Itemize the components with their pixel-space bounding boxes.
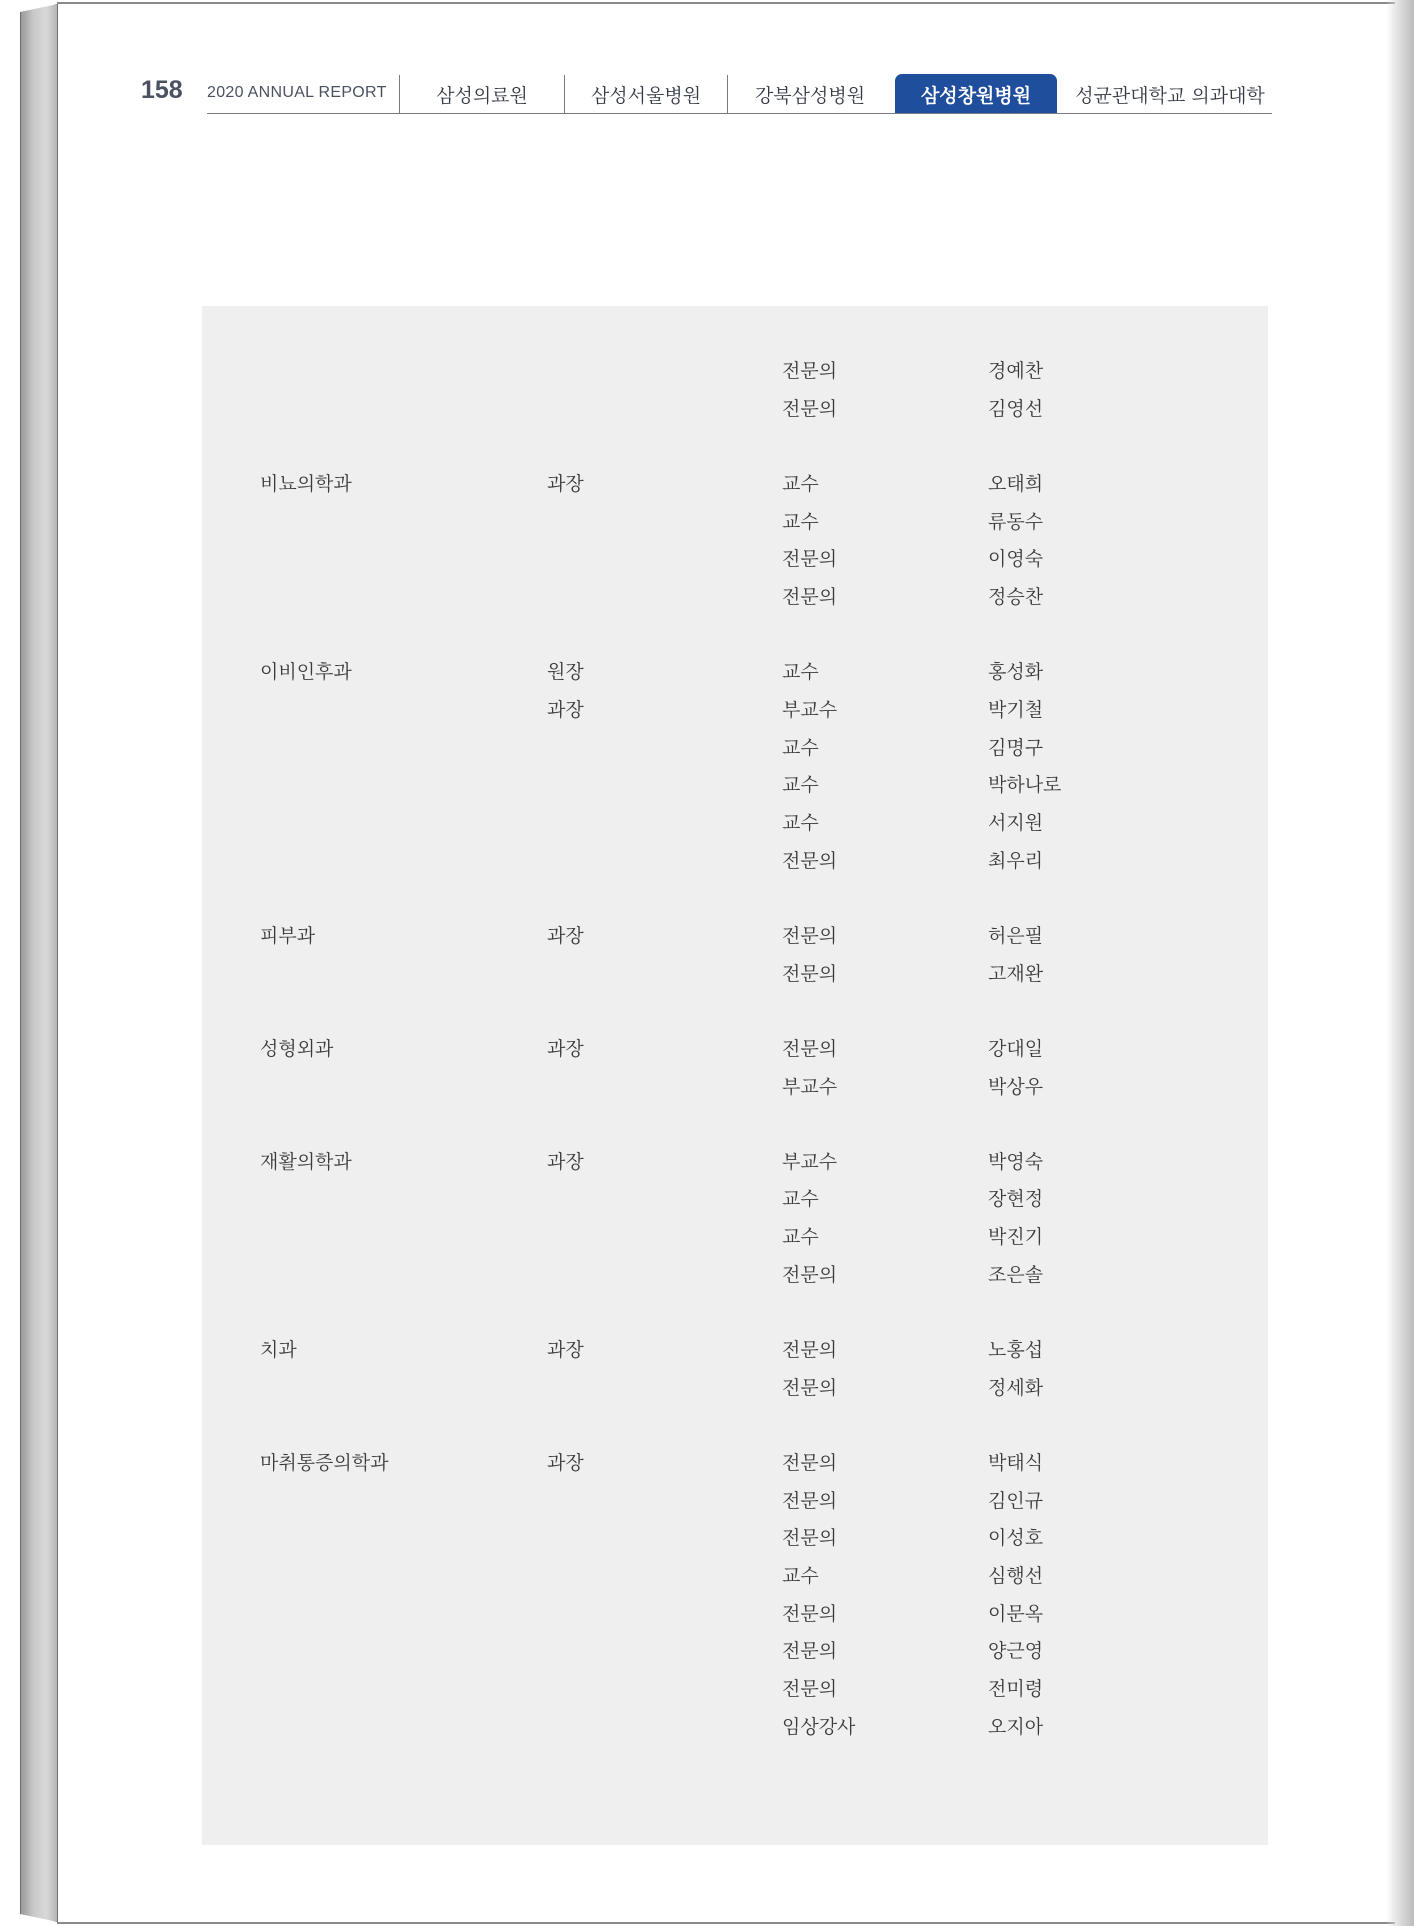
rank-cell: 전문의 [782,586,838,608]
rank-cell: 전문의 [782,1377,838,1399]
department-cell: 재활의학과 [260,1151,352,1173]
tab-label: 성균관대학교 의과대학 [1075,84,1265,107]
table-row [202,1448,1268,1478]
name-cell: 김명구 [988,737,1044,759]
header-rule [207,113,1272,114]
table-row [202,1486,1268,1516]
table-row [202,733,1268,763]
name-cell: 박태식 [988,1452,1044,1474]
department-cell: 이비인후과 [260,661,352,683]
rank-cell: 교수 [782,661,819,683]
name-cell: 박하나로 [988,774,1062,796]
name-cell: 박상우 [988,1076,1044,1098]
table-row [202,1222,1268,1252]
name-cell: 박기철 [988,699,1044,721]
name-cell: 고재완 [988,963,1044,985]
rank-cell: 전문의 [782,1339,838,1361]
name-cell: 이영숙 [988,548,1044,570]
role-cell: 과장 [547,1452,584,1474]
table-row [202,921,1268,951]
name-cell: 이성호 [988,1527,1044,1549]
role-cell: 과장 [547,925,584,947]
rank-cell: 전문의 [782,1038,838,1060]
table-row [202,1373,1268,1403]
table-row [202,1561,1268,1591]
name-cell: 박영숙 [988,1151,1044,1173]
rank-cell: 전문의 [782,1678,838,1700]
rank-cell: 전문의 [782,1452,838,1474]
rank-cell: 부교수 [782,1151,838,1173]
name-cell: 정승찬 [988,586,1044,608]
name-cell: 양근영 [988,1640,1044,1662]
name-cell: 박진기 [988,1226,1044,1248]
rank-cell: 부교수 [782,699,838,721]
rank-cell: 전문의 [782,925,838,947]
table-row [202,1072,1268,1102]
name-cell: 오지아 [988,1716,1044,1738]
rank-cell: 교수 [782,737,819,759]
table-row [202,846,1268,876]
department-cell: 비뇨의학과 [260,473,352,495]
rank-cell: 전문의 [782,1490,838,1512]
role-cell: 과장 [547,1151,584,1173]
table-row [202,1599,1268,1629]
table-row [202,544,1268,574]
name-cell: 서지원 [988,812,1044,834]
tab-samsung-seoul-hospital[interactable] [565,74,727,114]
table-row [202,394,1268,424]
book-spine [20,4,58,1922]
table-row [202,1260,1268,1290]
table-row [202,959,1268,989]
rank-cell: 전문의 [782,963,838,985]
table-row [202,1674,1268,1704]
rank-cell: 교수 [782,774,819,796]
staff-table [202,306,1268,1845]
name-cell: 오태희 [988,473,1044,495]
name-cell: 노홍섭 [988,1339,1044,1361]
tab-skku-school-of-medicine[interactable] [1057,74,1283,114]
rank-cell: 전문의 [782,398,838,420]
table-row [202,808,1268,838]
role-cell: 과장 [547,1038,584,1060]
page-edge-shadow [1386,0,1414,1926]
table-row [202,1184,1268,1214]
role-cell: 과장 [547,699,584,721]
table-row [202,507,1268,537]
name-cell: 정세화 [988,1377,1044,1399]
name-cell: 김인규 [988,1490,1044,1512]
role-cell: 원장 [547,661,584,683]
table-row [202,1636,1268,1666]
role-cell: 과장 [547,473,584,495]
name-cell: 허은필 [988,925,1044,947]
table-row [202,469,1268,499]
name-cell: 김영선 [988,398,1044,420]
rank-cell: 전문의 [782,1603,838,1625]
rank-cell: 전문의 [782,360,838,382]
table-row [202,770,1268,800]
table-row [202,1712,1268,1742]
name-cell: 류동수 [988,511,1044,533]
name-cell: 심행선 [988,1565,1044,1587]
rank-cell: 전문의 [782,548,838,570]
name-cell: 최우리 [988,850,1044,872]
rank-cell: 교수 [782,511,819,533]
tab-kangbuk-samsung-hospital[interactable] [728,74,892,114]
department-cell: 치과 [260,1339,297,1361]
tab-label: 삼성의료원 [436,84,528,107]
department-cell: 마취통증의학과 [260,1452,389,1474]
rank-cell: 전문의 [782,1264,838,1286]
table-row [202,1335,1268,1365]
table-row [202,1147,1268,1177]
rank-cell: 임상강사 [782,1716,856,1738]
name-cell: 경예찬 [988,360,1044,382]
tab-label: 삼성창원병원 [920,84,1032,107]
name-cell: 전미령 [988,1678,1044,1700]
table-row [202,1523,1268,1553]
name-cell: 홍성화 [988,661,1044,683]
department-cell: 성형외과 [260,1038,334,1060]
tab-samsung-medical-center[interactable] [400,74,564,114]
table-row [202,356,1268,386]
page-number: 158 [141,76,183,104]
name-cell: 조은솔 [988,1264,1044,1286]
rank-cell: 전문의 [782,1527,838,1549]
rank-cell: 교수 [782,812,819,834]
name-cell: 이문옥 [988,1603,1044,1625]
rank-cell: 전문의 [782,850,838,872]
report-title: 2020 ANNUAL REPORT [207,84,387,101]
name-cell: 장현정 [988,1188,1044,1210]
rank-cell: 교수 [782,1188,819,1210]
rank-cell: 부교수 [782,1076,838,1098]
rank-cell: 교수 [782,473,819,495]
role-cell: 과장 [547,1339,584,1361]
table-row [202,695,1268,725]
table-row [202,1034,1268,1064]
department-cell: 피부과 [260,925,316,947]
rank-cell: 교수 [782,1565,819,1587]
table-row [202,657,1268,687]
tab-samsung-changwon-hospital[interactable] [895,74,1057,114]
table-row [202,582,1268,612]
name-cell: 강대일 [988,1038,1044,1060]
tab-label: 강북삼성병원 [754,84,866,107]
rank-cell: 전문의 [782,1640,838,1662]
rank-cell: 교수 [782,1226,819,1248]
tab-label: 삼성서울병원 [590,84,702,107]
